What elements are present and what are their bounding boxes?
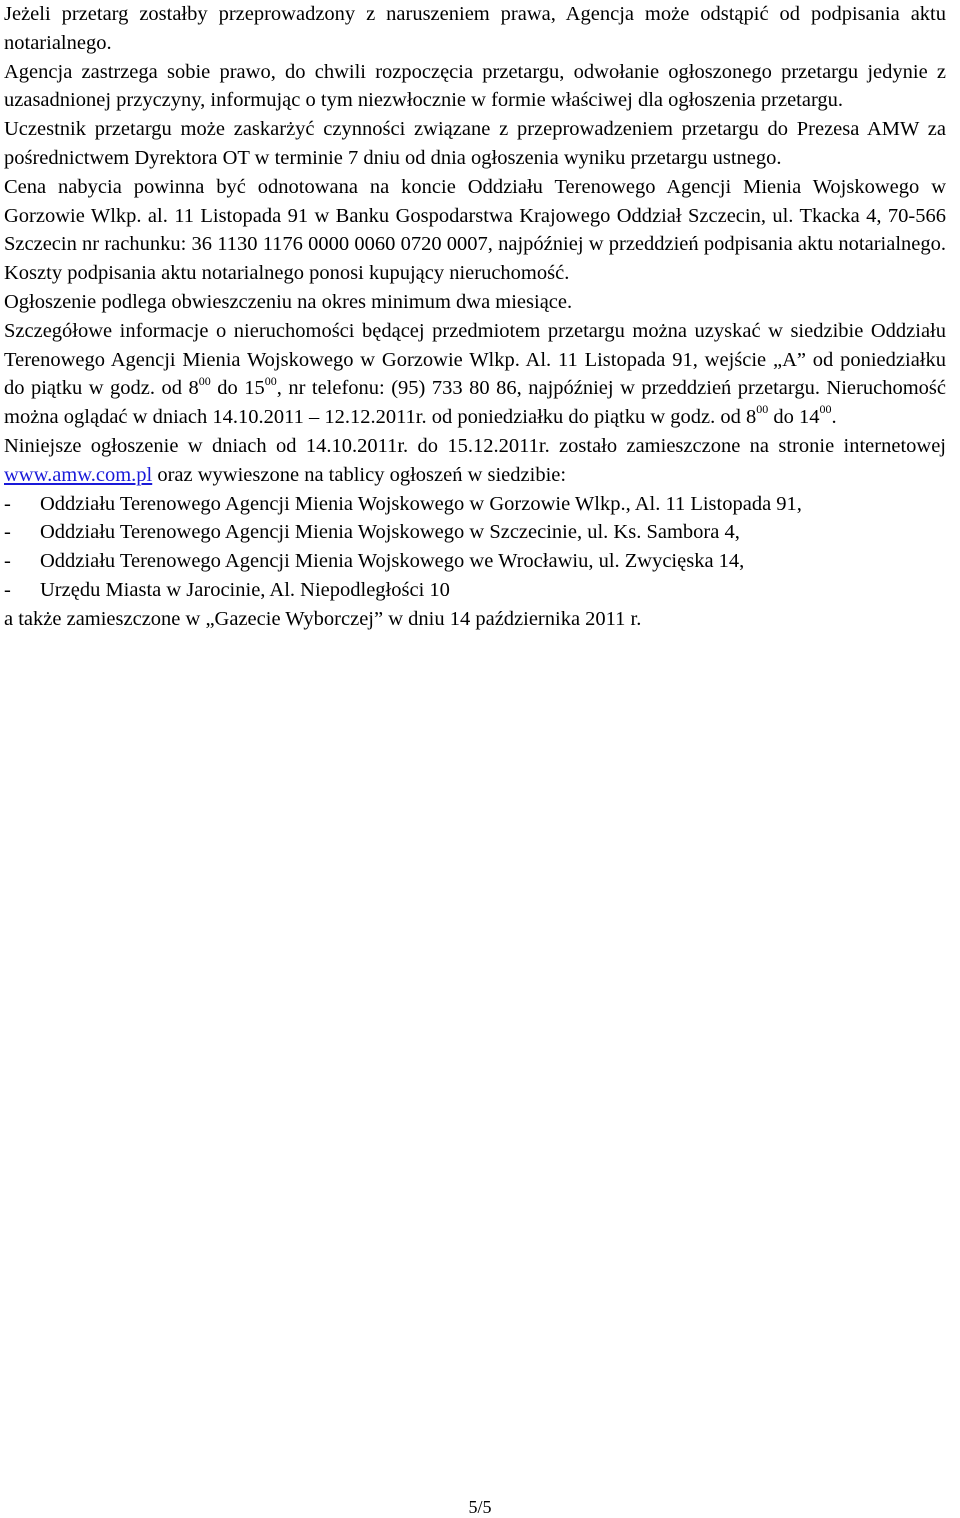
paragraph-cancellation-right: Agencja zastrzega sobie prawo, do chwili rozpoczęcia przetargu, odwołanie ogłoszonego przetargu jedynie z uzasadnionej przyczyny, informując o tym niezwłocznie w formie właściwej dla ogłoszenia przetargu. (4, 60, 946, 112)
paragraph-payment-details: Cena nabycia powinna być odnotowana na koncie Oddziału Terenowego Agencji Mienia Wojskowego w Gorzowie Wlkp. al. 11 Listopada 91 w Banku Gospodarstwa Krajowego Oddział Szczecin, ul. Tkacka 4, 70-566 Szczecin nr rachunku: 36 1130 1176 0000 0060 0720 0007, najpóźniej w przeddzień podpisania aktu notarialnego. Koszty podpisania aktu notarialnego ponosi kupujący nieruchomość. (4, 175, 946, 285)
hour-minutes-superscript: 00 (819, 402, 832, 417)
list-item (4, 518, 946, 547)
list-dash: - (4, 550, 11, 573)
paragraph-contract-withdrawal: Jeżeli przetarg zostałby przeprowadzony z naruszeniem prawa, Agencja może odstąpić od podpisania aktu notarialnego. (4, 3, 946, 54)
list-dash: - (4, 492, 11, 515)
list-item (4, 547, 946, 576)
website-link[interactable]: www.amw.com.pl (4, 463, 153, 486)
list-dash: - (4, 578, 11, 601)
detailed-info-text-5: . (831, 406, 837, 429)
detailed-info-text-1: Szczegółowe informacje o nieruchomości będącej przedmiotem przetargu można uzyskać w siedzibie Oddziału Terenowego Agencji Mienia Wojskowego w Gorzowie Wlkp. Al. 11 Listopada 91, wejście „A” od poniedziałku do piątku w godz. od 8 (4, 319, 946, 400)
hour-minutes-superscript: 00 (756, 402, 769, 417)
paragraph-newspaper-publication: a także zamieszczone w „Gazecie Wyborczej” w dniu 14 października 2011 r. (4, 607, 642, 630)
publication-text-2: oraz wywieszone na tablicy ogłoszeń w siedzibie: (152, 463, 567, 486)
list-item (4, 490, 946, 519)
document-page (4, 0, 946, 634)
paragraph-announcement-period: Ogłoszenie podlega obwieszczeniu na okres minimum dwa miesiące. (4, 290, 573, 313)
page-number: 5/5 (468, 1497, 492, 1517)
list-item-text: Oddziału Terenowego Agencji Mienia Wojskowego w Gorzowie Wlkp., Al. 11 Listopada 91, (40, 492, 802, 515)
paragraph-publication-info (4, 432, 946, 490)
list-item (4, 576, 946, 605)
paragraph-complaint-procedure: Uczestnik przetargu może zaskarżyć czynności związane z przeprowadzeniem przetargu do Prezesa AMW za pośrednictwem Dyrektora OT w terminie 7 dniu od dnia ogłoszenia wyniku przetargu ustnego. (4, 118, 946, 169)
detailed-info-text-3: , nr telefonu: (95) 733 80 86, najpóźniej w przeddzień przetargu. Nieruchomość można oglądać w dniach 14.10.2011 – 12.12.2011r. od poniedziałku do piątku w godz. od 8 (4, 377, 946, 429)
list-dash: - (4, 521, 11, 544)
hour-minutes-superscript: 00 (264, 373, 277, 388)
detailed-info-text-2: do 15 (210, 377, 265, 400)
notice-board-locations (4, 490, 946, 605)
paragraph-detailed-info (4, 317, 946, 432)
hour-minutes-superscript: 00 (198, 373, 211, 388)
list-item-text: Oddziału Terenowego Agencji Mienia Wojskowego w Szczecinie, ul. Ks. Sambora 4, (40, 521, 740, 544)
list-item-text: Urzędu Miasta w Jarocinie, Al. Niepodległości 10 (40, 578, 450, 601)
publication-text-1: Niniejsze ogłoszenie w dniach od 14.10.2011r. do 15.12.2011r. zostało zamieszczone na stronie internetowej (4, 434, 946, 457)
list-item-text: Oddziału Terenowego Agencji Mienia Wojskowego we Wrocławiu, ul. Zwycięska 14, (40, 550, 745, 573)
detailed-info-text-4: do 14 (768, 406, 820, 429)
